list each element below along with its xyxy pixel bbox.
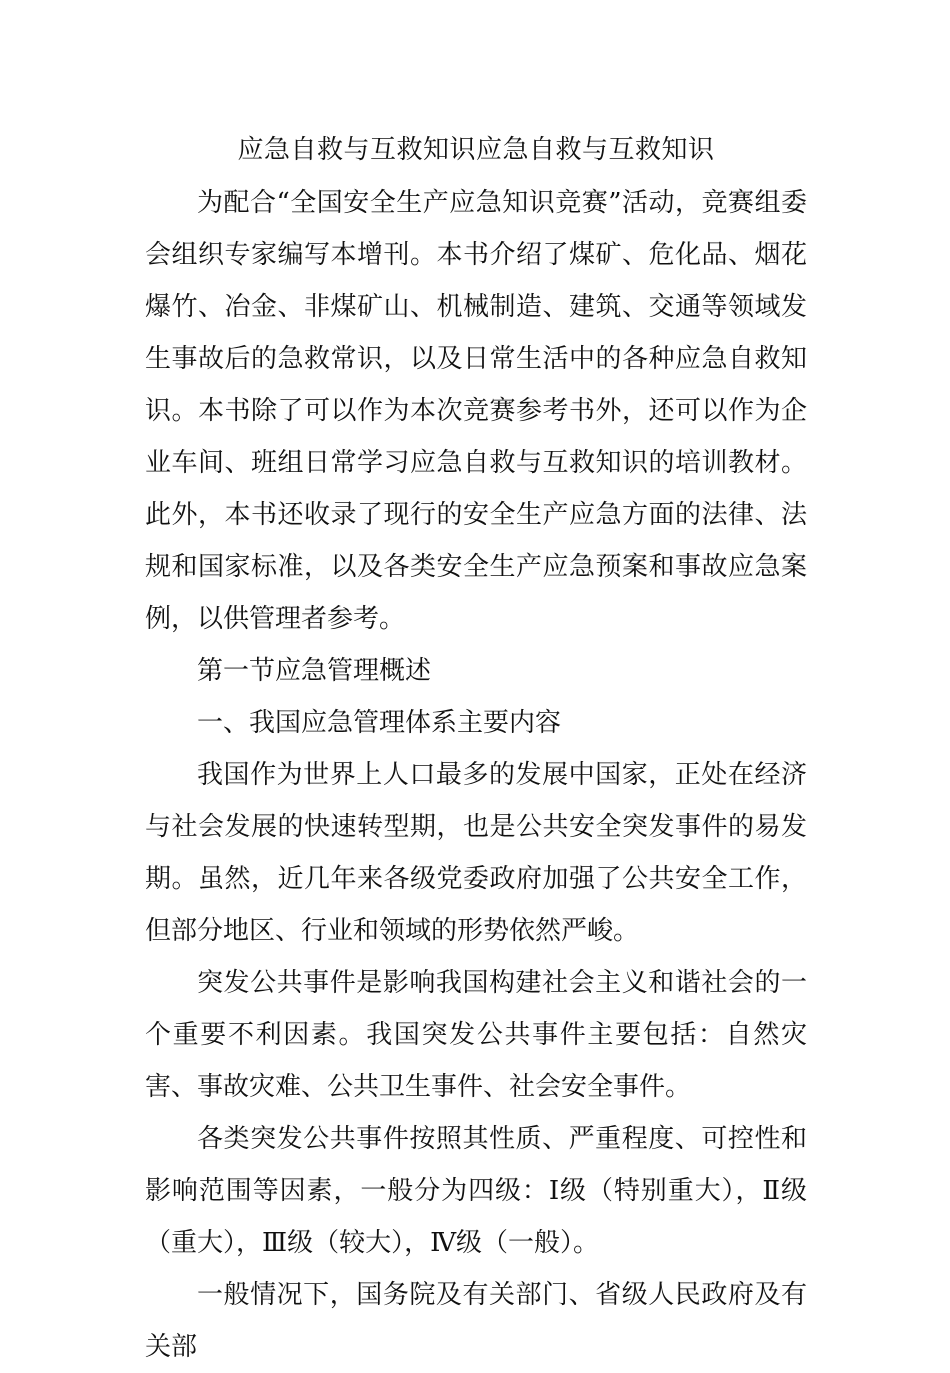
intro-paragraph: 为配合“全国安全生产应急知识竞赛”活动，竞赛组委会组织专家编写本增刊。本书介绍了煤矿、危化品、烟花爆竹、冶金、非煤矿山、机械制造、建筑、交通等领域发生事故后的急救常识，以及日常生活中的各种应急自救知识。本书除了可以作为本次竞赛参考书外，还可以作为企业车间、班组日常学习应急自救与互救知识的培训教材。此外，本书还收录了现行的安全生产应急方面的法律、法规和国家标准，以及各类安全生产应急预案和事故应急案例，以供管理者参考。 <box>145 188 807 634</box>
body-paragraph: 突发公共事件是影响我国构建社会主义和谐社会的一个重要不利因素。我国突发公共事件主要包括：自然灾害、事故灾难、公共卫生事件、社会安全事件。 <box>145 968 807 1102</box>
body-paragraph: 我国作为世界上人口最多的发展中国家，正处在经济与社会发展的快速转型期，也是公共安全突发事件的易发期。虽然，近几年来各级党委政府加强了公共安全工作，但部分地区、行业和领域的形势依然严峻。 <box>145 760 807 946</box>
document-body <box>145 128 807 1373</box>
document-title: 应急自救与互救知识应急自救与互救知识 <box>237 135 715 165</box>
body-paragraph: 一般情况下，国务院及有关部门、省级人民政府及有关部 <box>145 1280 807 1362</box>
body-paragraph: 各类突发公共事件按照其性质、严重程度、可控性和影响范围等因素，一般分为四级：Ⅰ级（特别重大），Ⅱ级（重大），Ⅲ级（较大），Ⅳ级（一般）。 <box>145 1124 807 1258</box>
section-heading: 第一节应急管理概述 <box>197 656 432 686</box>
subsection-heading: 一、我国应急管理体系主要内容 <box>197 708 562 738</box>
